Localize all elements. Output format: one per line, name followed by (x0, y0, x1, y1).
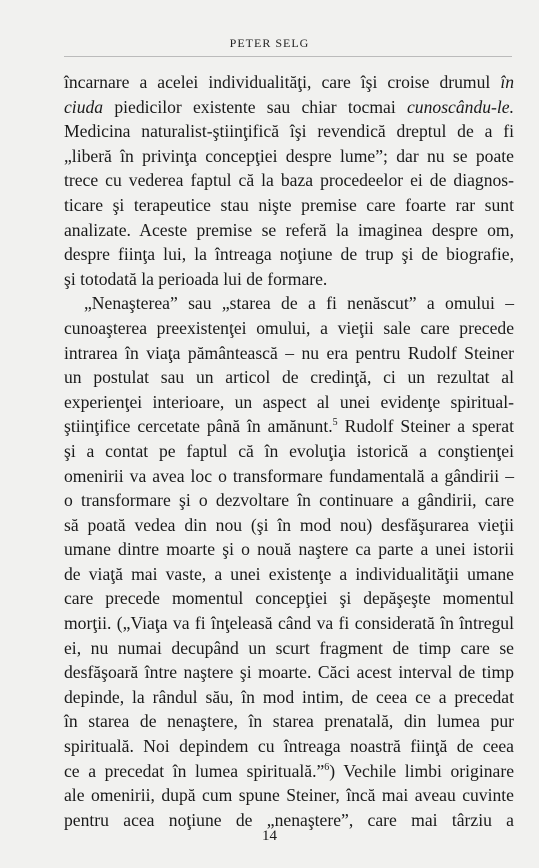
text-line: ticare şi terapeutice stau nişte premise care foarte rar sunt (64, 194, 514, 215)
text-line: morţii. („Viaţa va fi înţeleasă când va fi considerată în întregul (64, 613, 514, 634)
body-text (64, 70, 514, 832)
paragraph-end-line: şi totodată la perioada lui de formare. (64, 268, 328, 289)
header-rule (64, 56, 512, 57)
text-line: desfăşoară între naştere şi moarte. Căci acest interval de timp (64, 662, 514, 683)
paragraph-start-line: „Nenaşterea” sau „starea de a fi nenăscut” a omului – (84, 293, 514, 314)
text-line: omenirii va avea loc o transformare fundamentală a gândirii – (64, 465, 514, 486)
text-line: care precede momentul concepţiei şi depăşeşte momentul (64, 588, 514, 609)
footnote-ref-5: 5 (332, 417, 338, 429)
text-line: experienţei interioare, un aspect al unei evidenţe spiritual- (64, 391, 514, 412)
text-line: ale omenirii, după cum spune Steiner, încă mai aveau cuvinte (64, 785, 514, 806)
text-line: pentru acea noţiune de „nenaştere”, care mai târziu a (64, 809, 514, 830)
text-line: analizate. Aceste premise se referă la imaginea despre om, (64, 219, 514, 240)
text-line: încarnare a acelei individualităţi, care îşi croise drumul în (64, 72, 514, 92)
text-line: de viaţă mai vaste, a unei existenţe a individualităţii umane (64, 563, 514, 584)
text-line: o transformare şi o dezvoltare în continuare a gândirii, care (64, 490, 514, 511)
text-line: umane dintre moarte şi o nouă naştere ca parte a unei istorii (64, 539, 514, 560)
text-line: Medicina naturalist-ştiinţifică îşi revendică dreptul de a fi (64, 121, 514, 142)
text-line: trece cu vederea faptul că la baza procedeelor ei de diagnos- (64, 170, 514, 191)
text-line: şi a contat pe faptul că în evoluţia istorică a conştienţei (64, 440, 514, 461)
text-line: ce a precedat în lumea spirituală.”$^6$) Vechile limbi originare (64, 760, 514, 781)
text-line: în starea de nenaştere, în starea prenatală, din lumea pur (64, 711, 514, 732)
running-header: PETER SELG (229, 36, 310, 50)
text-line: cunoaşterea preexistenţei omului, a vieţii sale care precede (64, 317, 514, 338)
text-line: despre fiinţa lui, la întreaga noţiune de trup şi de biografie, (64, 244, 514, 265)
text-line: un postulat sau un articol de credinţă, ci un rezultat al (64, 367, 514, 388)
text-line: să poată vedea din nou (şi în mod nou) desfăşurarea vieţii (64, 514, 514, 535)
text-line: ştiinţifice cercetate până în amănunt.$^5$ Rudolf Steiner a sperat (64, 416, 514, 437)
text-line: spirituală. Noi depindem cu întreaga noastră fiinţă de ceea (64, 736, 514, 757)
text-line: intrarea în viaţa pământească – nu era pentru Rudolf Steiner (64, 342, 514, 363)
page-number: 14 (262, 828, 277, 844)
footnote-ref-6: 6 (324, 761, 330, 773)
text-line: ei, nu numai decupând un scurt fragment de timp care se (64, 637, 514, 658)
text-line: ciuda piedicilor existente sau chiar tocmai cunoscându-le. (64, 96, 514, 117)
text-line: „liberă în privinţa concepţiei despre lume”; dar nu se poate (64, 145, 514, 166)
text-line: depinde, la rândul său, în mod intim, de ceea ce a precedat (64, 686, 514, 707)
